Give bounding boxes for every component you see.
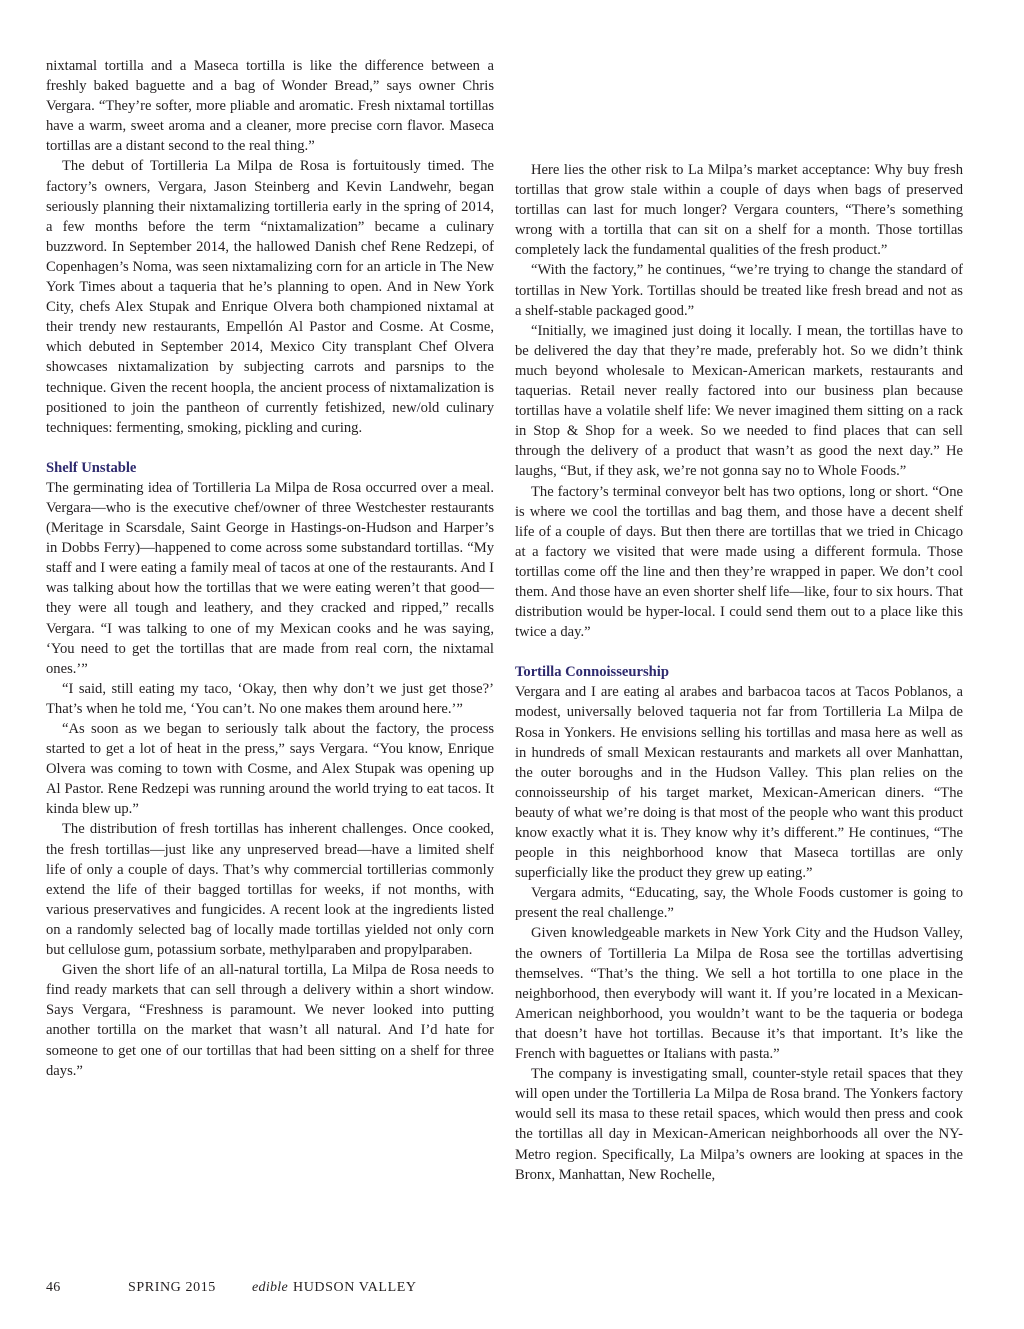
- page-footer: [46, 1280, 417, 1296]
- section-heading-tortilla-connoisseurship: Tortilla Connoisseurship: [515, 664, 669, 681]
- page-number: 46: [46, 1280, 61, 1295]
- paragraph: The company is investigating small, counter-style retail spaces that they will open under the Tortilleria La Milpa de Rosa brand. The Yonkers factory would sell its masa to these retail spaces, which would then press and cook the tortillas all day in Mexican-American neighborhoods all over the NY-Metro region. Specifically, La Milpa’s owners are looking at spaces in the Bronx, Manhattan, New Rochelle,: [515, 1066, 963, 1183]
- paragraph: Given knowledgeable markets in New York City and the Hudson Valley, the owners of Tortilleria La Milpa de Rosa see the tortillas advertising themselves. “That’s the thing. We sell a hot tortilla to one place in the neighborhood, then everybody will want it. If you’re located in a Mexican-American neighborhood, you wouldn’t want to be the taqueria or bodega that doesn’t have hot tortillas. Because it’s that important. It’s like the French with baguettes or Italians with pasta.”: [515, 925, 963, 1063]
- paragraph: “With the factory,” he continues, “we’re trying to change the standard of tortillas in New York. Tortillas should be treated like fresh bread and not as a shelf-stable packaged good.”: [515, 262, 963, 319]
- paragraph: The debut of Tortilleria La Milpa de Rosa is fortuitously timed. The factory’s owners, Vergara, Jason Steinberg and Kevin Landwehr, began seriously planning their nixtamalizing tortilleria early in the spring of 2014, a few months before the term “nixtamalization” became a culinary buzzword. In September 2014, the hallowed Danish chef Rene Redzepi, of Copenhagen’s Noma, was seen nixtamalizing corn for an article in The New York Times about a taqueria that he’s planning to open. And in New York City, chefs Alex Stupak and Enrique Olvera both championed nixtamal at their trendy new restaurants, Empellón Al Pastor and Cosme. At Cosme, which debuted in September 2014, Mexico City transplant Chef Olvera showcases nixtamalization by subjecting carrots and parsnips to the technique. Given the recent hoopla, the ancient process of nixtamalization is positioned to join the pantheon of currently fetishized, new/old culinary techniques: fermenting, smoking, pickling and curing.: [46, 158, 494, 436]
- paragraph: nixtamal tortilla and a Maseca tortilla is like the difference between a freshly baked baguette and a bag of Wonder Bread,” says owner Chris Vergara. “They’re softer, more pliable and aromatic. Fresh nixtamal tortillas have a warm, sweet aroma and a cleaner, more precise corn flavor. Maseca tortillas are a distant second to the real thing.”: [46, 58, 494, 155]
- issue-label: SPRING 2015: [128, 1280, 216, 1295]
- magazine-name-italic: edible: [252, 1280, 289, 1295]
- paragraph: The germinating idea of Tortilleria La Milpa de Rosa occurred over a meal. Vergara—who is the executive chef/owner of three Westchester restaurants (Meritage in Scarsdale, Saint George in Hastings-on-Hudson and Harper’s in Dobbs Ferry)—happened to come across some substandard tortillas. “My staff and I were eating a family meal of tacos at one of the restaurants. And I was talking about how the tortillas that we were eating weren’t that good—they were all tough and leathery, and they cracked and ripped,” recalls Vergara. “I was talking to one of my Mexican cooks and he was saying, ‘You need to get the tortillas that are made from real corn, the nixtamal ones.’”: [46, 479, 494, 677]
- right-column: [515, 160, 963, 1185]
- paragraph: Vergara and I are eating al arabes and barbacoa tacos at Tacos Poblanos, a modest, universally beloved taqueria not far from Tortilleria La Milpa de Rosa in Yonkers. He envisions selling his tortillas and masa here as well as in hundreds of small Mexican restaurants and markets all over Manhattan, the outer boroughs and in the Hudson Valley. This plan relies on the connoisseurship of his target market, Mexican-American diners. “The beauty of what we’re doing is that most of the people who want this product know exactly what it is. They know why it’s different.” He continues, “The people in this neighborhood know that Maseca tortillas are only superficially like the product they grew up eating.”: [515, 684, 963, 882]
- section-gap: [46, 438, 494, 458]
- section-heading-shelf-unstable: Shelf Unstable: [46, 459, 137, 476]
- paragraph: The distribution of fresh tortillas has inherent challenges. Once cooked, the fresh tortillas—just like any unpreserved bread—have a limited shelf life of only a couple of days. That’s why commercial tortillerias commonly extend the life of their bagged tortillas for weeks, if not months, with various preservatives and fungicides. A recent look at the ingredients listed on a randomly selected bag of locally made tortillas yielded not only corn but cellulose gum, potassium sorbate, methylparaben and propylparaben.: [46, 821, 494, 959]
- paragraph: “I said, still eating my taco, ‘Okay, then why don’t we just get those?’ That’s when he told me, ‘You can’t. No one makes them around here.’”: [46, 680, 494, 717]
- paragraph: “Initially, we imagined just doing it locally. I mean, the tortillas have to be delivered the day that they’re made, preferably hot. So we didn’t think much beyond wholesale to Mexican-American markets, restaurants and taquerias. Retail never really factored into our business plan because tortillas have a volatile shelf life: We never imagined them sitting on a rack in Stop & Shop for a week. So we needed to find places that can sell through the delivery of a product that wasn’t as good the next day.” He laughs, “But, if they ask, we’re not gonna say no to Whole Foods.”: [515, 322, 963, 480]
- magazine-name-caps: HUDSON VALLEY: [293, 1280, 417, 1295]
- left-column: [46, 56, 494, 1081]
- paragraph: Vergara admits, “Educating, say, the Whole Foods customer is going to present the real challenge.”: [515, 885, 963, 922]
- paragraph: The factory’s terminal conveyor belt has two options, long or short. “One is where we cool the tortillas and bag them, and those have a decent shelf life of a couple of days. But then there are tortillas that we tried in Chicago at a factory we visited that were made using a different formula. Those tortillas come off the line and then they’re wrapped in paper. We don’t cool them. And those have an even shorter shelf life—like, four to six hours. That distribution would be hyper-local. I could send them out to a place like this twice a day.”: [515, 483, 963, 641]
- paragraph: “As soon as we began to seriously talk about the factory, the process started to get a lot of heat in the press,” says Vergara. “You know, Enrique Olvera was coming to town with Cosme, and Alex Stupak was opening up Al Pastor. Rene Redzepi was running around the world trying to eat tacos. It kinda blew up.”: [46, 721, 494, 818]
- paragraph: Given the short life of an all-natural tortilla, La Milpa de Rosa needs to find ready markets that can sell through a delivery within a short window. Says Vergara, “Freshness is paramount. We never looked into putting another tortilla on the market that wasn’t all natural. And I’d hate for someone to get one of our tortillas that had been sitting on a shelf for three days.”: [46, 962, 494, 1079]
- section-gap: [515, 642, 963, 662]
- paragraph: Here lies the other risk to La Milpa’s market acceptance: Why buy fresh tortillas that grow stale within a couple of days when bags of preserved tortillas can last for much longer? Vergara counters, “There’s something wrong with a tortilla that can sit on a shelf for a month. Those tortillas completely lack the fundamental qualities of the fresh product.”: [515, 162, 963, 259]
